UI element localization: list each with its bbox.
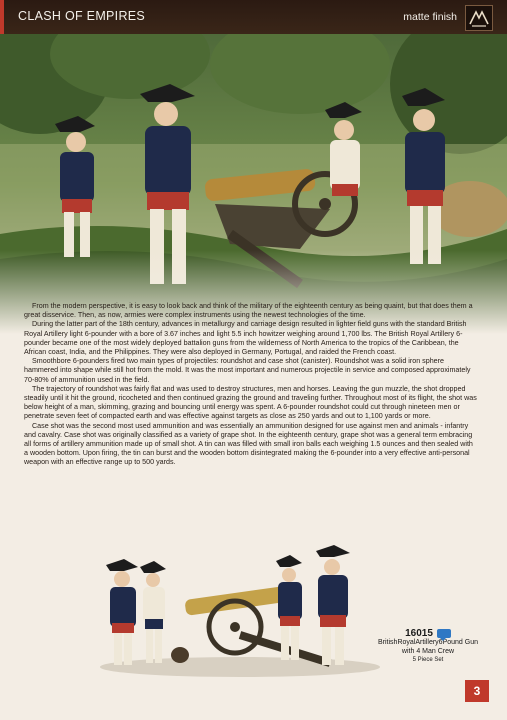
product-code: 16015 bbox=[405, 628, 433, 639]
article-paragraph: The trajectory of roundshot was fairly flat and was used to destroy structures, men and horses. Leaving the gun muzzle, the shot dropped steadily until it hit the ground, ricocheted and then continued grazing the ground and traveling further. Throughout most of its flight, the shot was below height of a man, skimming, grazing and bouncing until energy was spent. A 6-pounder roundshot could cut through nineteen men or penetrate seven feet of compacted earth and was effective against targets as close as 250 yards and out to 1,100 yards or more. bbox=[24, 384, 477, 421]
article-paragraph: During the latter part of the 18th century, advances in metallurgy and carriage design resulted in lighter field guns with the standard British Royal Artillery light 6-pounder with a bore of 3.67 inches and light 5.5 inch howitzer weighing around 1,700 lbs. The British Royal Artillery 6-pounder became one of the most widely deployed battalion guns from the wilderness of North America to the tropics of the Caribbean, the African coast, India, and the Philippines. They were also deployed in Germany, Portugal, and raided the French coast. bbox=[24, 320, 467, 357]
header-bar bbox=[0, 0, 507, 34]
page-number: 3 bbox=[465, 680, 489, 702]
product-figure-image bbox=[90, 545, 390, 680]
article-body bbox=[24, 302, 478, 468]
product-caption bbox=[378, 628, 478, 664]
header-accent bbox=[0, 0, 4, 34]
hero-diorama-image bbox=[0, 34, 507, 334]
product-set-size: 5 Piece Set bbox=[412, 657, 444, 663]
series-title: CLASH OF EMPIRES bbox=[18, 9, 146, 23]
article-paragraph: Case shot was the second most used ammunition and was essentially an ammunition designed for use against men and animals - infantry and cavalry. Case shot was originally classified as a variety of grape shot. In the eighteenth century, grape shot was a general term embracing all forms of artillery ammunition made up of small shot. A tin can was filled with small iron balls each weighing 1.5 ounces and then sealed with a wooden bottom. Upon firing, the tin can burst and the wooden bottom disintegrated making the 6-pounder into a very effective anti-personal weapon with an effective range up to 500 yards. bbox=[24, 421, 473, 467]
finish-label: matte finish bbox=[403, 11, 457, 23]
chat-bubble-icon bbox=[437, 629, 451, 638]
article-paragraph: Smoothbore 6-pounders fired two main types of projectiles: roundshot and case shot (canister). Roundshot was a solid iron sphere hammered into shape while still hot from the mold. It was the most important and numerous projectile in service and composed approximately 70-80% of ammunition used in the field. bbox=[24, 357, 471, 384]
product-code-row bbox=[378, 628, 478, 639]
product-name: BritishRoyalArtillery6Pound Gun with 4 Man Crew bbox=[378, 639, 478, 655]
brand-logo-icon bbox=[465, 5, 493, 31]
article-paragraph: From the modern perspective, it is easy to look back and think of the military of the eighteenth century as being quaint, but that does them a great disservice. Then, as now, armies were complex instruments using the newest technologies of the time. bbox=[24, 302, 473, 320]
